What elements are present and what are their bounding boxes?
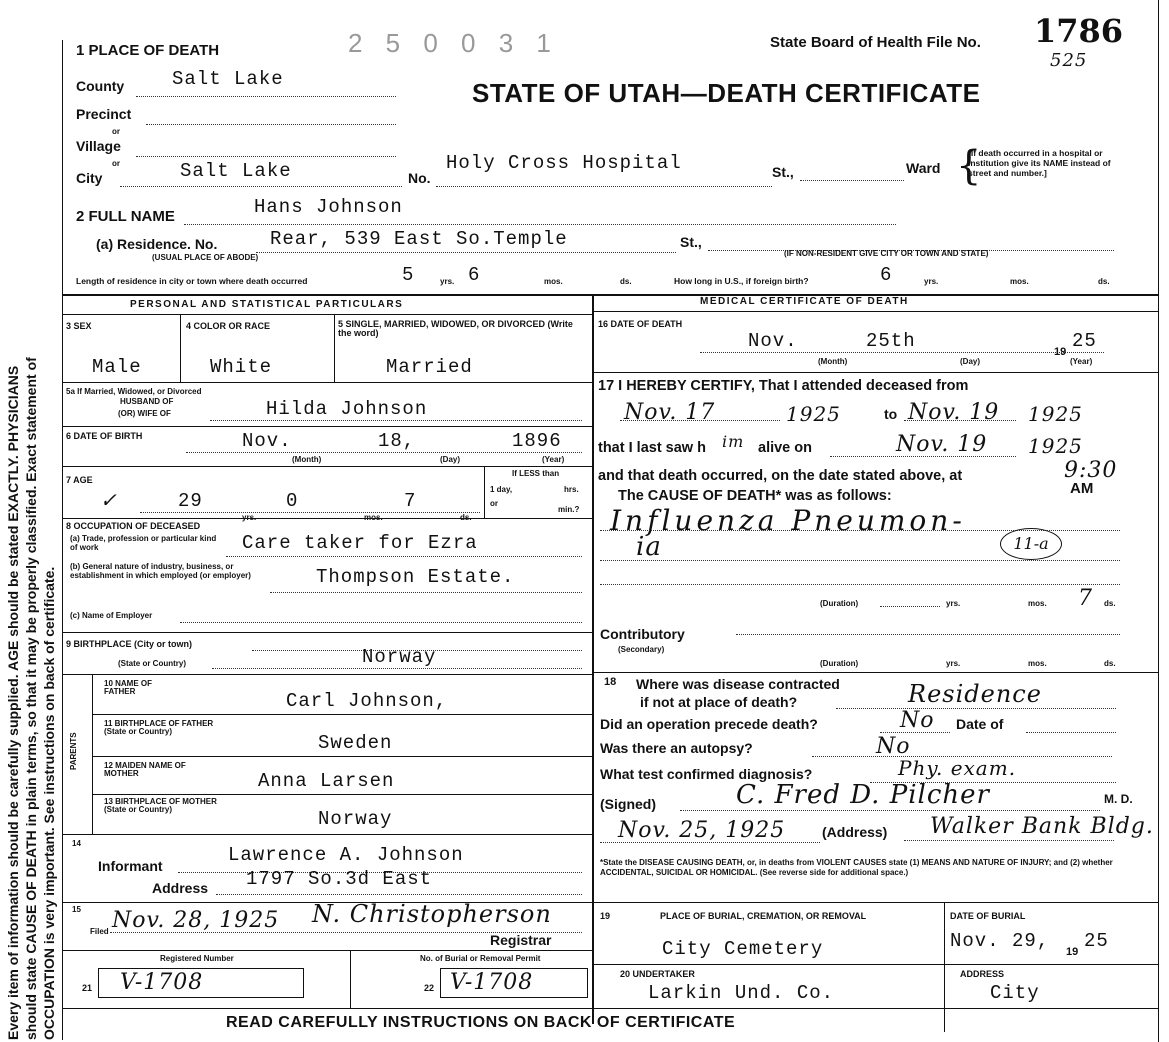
attended-from-year: 1925 [786,402,841,426]
street-label: St., [772,164,794,180]
cause-line-2: ia [636,532,662,562]
dob-day-sub: (Day) [440,455,461,464]
undertaker-address-label: ADDRESS [960,969,1005,979]
birthplace-value: Norway [362,646,437,668]
cause-footnote: *State the DISEASE CAUSING DEATH, or, in deaths from VIOLENT CAUSES state (1) MEANS AND NATURE OF INJURY; and (2) whether ACCIDENTAL, SUICIDAL OR HOMICIDAL. (See reverse side for additional space.) [600,858,1113,877]
board-file-label: State Board of Health File No. [770,34,981,51]
occupation-a-label: (a) Trade, profession or particular kind of work [70,534,217,552]
death-month-sub: (Month) [818,357,848,366]
marital-value: Married [386,356,473,378]
permit-value: V-1708 [450,970,534,995]
undertaker-label: 20 UNDERTAKER [620,969,695,979]
dob-day: 18, [378,430,416,452]
spouse-label-3: (OR) WIFE OF [118,409,171,418]
us-yrs: 6 [880,264,893,286]
occurred-text: and that death occurred, on the date stated above, at [598,468,963,484]
item-22-number: 22 [424,983,435,993]
side-instructions [4,0,58,1040]
one-day-label: 1 day, [490,485,513,494]
father-value: Carl Johnson, [286,690,448,712]
city-value: Salt Lake [180,160,292,182]
footer-instructions: READ CAREFULLY INSTRUCTIONS ON BACK OF CERTIFICATE [226,1014,736,1031]
test-label: What test confirmed diagnosis? [600,766,813,782]
permit-label: No. of Burial or Removal Permit [420,954,541,963]
sex-label: 3 SEX [66,321,92,331]
md-label: M. D. [1104,792,1133,806]
city-label: City [76,170,103,186]
ward-note: [If death occurred in a hospital or institution give its NAME instead of street and number.] [968,148,1111,178]
cause-label: The CAUSE OF DEATH* was as follows: [618,488,892,504]
filed-label: Filed [90,927,109,936]
village-label: Village [76,138,121,154]
contrib-ds-label: ds. [1104,659,1116,668]
length-ds-label: ds. [620,277,632,286]
contracted-value: Residence [908,680,1042,708]
operation-value: No [900,708,935,733]
full-name-label: 2 FULL NAME [76,208,175,225]
side-line-2: should state CAUSE OF DEATH in plain terms, so that it may be properly classified. Exact statement of [23,357,39,1040]
informant-address-label: Address [152,880,209,896]
age-years: 29 [178,490,203,512]
last-saw-him: im [722,432,745,451]
personal-heading: PERSONAL AND STATISTICAL PARTICULARS [130,299,404,310]
death-day-sub: (Day) [960,357,981,366]
color-value: White [210,356,273,378]
birthplace-label: 9 BIRTHPLACE (City or town) [66,639,192,649]
nonresident-note: (IF NON-RESIDENT GIVE CITY OR TOWN AND STATE) [784,249,989,258]
length-yrs-label: yrs. [440,277,455,286]
min-label: min.? [558,505,580,514]
hrs-label: hrs. [564,485,579,494]
spouse-label-1: 5a If Married, Widowed, or Divorced [66,387,202,396]
death-year: 25 [1072,330,1097,352]
mother-birthplace-label: 13 BIRTHPLACE OF MOTHER (State or Country) [104,797,217,814]
informant-address-value: 1797 So.3d East [246,868,433,890]
duration-label: (Duration) [820,599,859,608]
age-ds-label: ds. [460,513,472,522]
age-label: 7 AGE [66,475,93,485]
marital-label: 5 SINGLE, MARRIED, WIDOWED, OR DIVORCED (Write the word) [338,319,573,338]
length-mos: 6 [468,264,481,286]
contrib-yrs-label: yrs. [946,659,961,668]
attended-from: Nov. 17 [624,400,716,425]
burial-place: City Cemetery [662,938,824,960]
contracted-label-1: Where was disease contracted [636,676,840,692]
dob-month: Nov. [242,430,292,452]
birthplace-sub: (State or Country) [118,659,186,668]
undertaker-address: City [990,982,1040,1004]
length-label: Length of residence in city or town where death occurred [76,276,308,286]
cause-duration: 7 [1078,586,1093,611]
sex-value: Male [92,356,142,378]
date-of-death-label: 16 DATE OF DEATH [598,319,683,329]
mother-birthplace-value: Norway [318,808,393,830]
duration-mos-label: mos. [1028,599,1047,608]
attended-to: Nov. 19 [908,400,1000,425]
dob-month-sub: (Month) [292,455,322,464]
us-yrs-label: yrs. [924,277,939,286]
autopsy-label: Was there an autopsy? [600,740,753,756]
attended-to-year: 1925 [1028,402,1083,426]
death-month: Nov. [748,330,798,352]
dob-label: 6 DATE OF BIRTH [66,431,143,441]
precinct-label: Precinct [76,106,132,122]
length-yrs: 5 [402,264,415,286]
age-yrs-label: yrs. [242,513,257,522]
alive-on-label: alive on [758,440,812,456]
residence-value: Rear, 539 East So.Temple [270,228,568,250]
or-label: or [112,127,120,136]
age-check: ✓ [100,488,118,512]
less-than-label: If LESS than [512,469,560,478]
contracted-label-2: if not at place of death? [640,694,798,710]
physician-signature: C. Fred D. Pilcher [736,780,990,810]
item-21-number: 21 [82,983,93,993]
burial-date: Nov. 29, [950,930,1050,952]
place-of-death-label: 1 PLACE OF DEATH [76,42,220,59]
attended-to-label: to [884,406,898,422]
registrar-signature: N. Christopherson [312,900,552,928]
ward-bracket: { [956,143,982,189]
duration-ds-label: ds. [1104,599,1116,608]
father-birthplace-label: 11 BIRTHPLACE OF FATHER (State or Country) [104,719,214,736]
left-border [62,40,63,1040]
item-18-number: 18 [604,676,617,688]
occupation-c-label: (c) Name of Employer [70,611,153,620]
informant-value: Lawrence A. Johnson [228,844,464,866]
sign-address: Walker Bank Bldg. [930,814,1154,839]
spouse-label-2: HUSBAND OF [120,397,174,406]
side-line-3: OCCUPATION is very important. See instructions on back of certificate. [41,566,57,1040]
registrar-label: Registrar [490,932,552,948]
burial-label: PLACE OF BURIAL, CREMATION, OR REMOVAL [660,911,867,921]
burial-date-label: DATE OF BURIAL [950,911,1026,921]
date-of-label: Date of [956,716,1004,732]
signed-date: Nov. 25, 1925 [618,818,786,843]
secondary-label: (Secondary) [618,645,665,654]
spouse-value: Hilda Johnson [266,398,428,420]
father-birthplace-value: Sweden [318,732,393,754]
filed-date: Nov. 28, 1925 [112,908,280,933]
reg-number-value: V-1708 [120,970,204,995]
father-label: 10 NAME OF FATHER [104,679,153,696]
stamp-number: 2 5 0 0 3 1 [348,28,559,58]
county-value: Salt Lake [172,68,284,90]
item-14-number: 14 [72,839,81,848]
mother-value: Anna Larsen [258,770,395,792]
contributory-label: Contributory [600,626,685,642]
medical-heading: MEDICAL CERTIFICATE OF DEATH [700,296,909,307]
duration-yrs-label: yrs. [946,599,961,608]
occupation-value-1: Care taker for Ezra [242,532,478,554]
contrib-duration-label: (Duration) [820,659,859,668]
cause-line-1: Influenza Pneumon- [610,504,966,537]
right-border [1158,0,1159,1042]
informant-label: Informant [98,858,163,874]
ward-label: Ward [906,160,941,176]
last-saw-year: 1925 [1028,434,1083,458]
burial-year: 25 [1084,930,1109,952]
reg-number-label: Registered Number [160,954,234,963]
parents-side-label: PARENTS [69,732,78,770]
burial-year-prefix: 19 [1066,946,1079,958]
or-label-2: or [112,159,120,168]
full-name-value: Hans Johnson [254,196,403,218]
file-number-sub: 525 [1050,50,1088,71]
certify-text: 17 I HEREBY CERTIFY, That I attended deceased from [598,378,969,394]
dob-year: 1896 [512,430,562,452]
us-label: How long in U.S., if foreign birth? [674,276,809,286]
item-19-number: 19 [600,911,611,921]
column-divider [592,294,594,1024]
color-label: 4 COLOR OR RACE [186,321,271,331]
dob-year-sub: (Year) [542,455,565,464]
county-label: County [76,78,125,94]
undertaker-value: Larkin Und. Co. [648,982,835,1004]
occupation-label: 8 OCCUPATION OF DECEASED [66,521,201,531]
death-day: 25th [866,330,916,352]
mother-label: 12 MAIDEN NAME OF MOTHER [104,761,186,778]
occupation-value-2: Thompson Estate. [316,566,515,588]
us-mos-label: mos. [1010,277,1029,286]
residence-st-label: St., [680,234,702,250]
age-months: 0 [286,490,299,512]
file-number: 1786 [1034,12,1124,50]
age-mos-label: mos. [364,513,383,522]
last-saw-text: that I last saw h [598,440,706,456]
test-value: Phy. exam. [898,756,1017,780]
street-no-value: Holy Cross Hospital [446,152,682,174]
residence-sub: (USUAL PLACE OF ABODE) [152,253,259,262]
last-saw-date: Nov. 19 [896,432,988,457]
street-no-label: No. [408,170,431,186]
autopsy-value: No [876,734,911,759]
death-time-ampm: AM [1070,480,1094,497]
residence-label: (a) Residence. No. [96,236,218,252]
cause-code: 11-a [1000,528,1062,560]
age-days: 7 [404,490,417,512]
length-mos-label: mos. [544,277,563,286]
death-time: 9:30 [1064,458,1118,483]
signed-label: (Signed) [600,796,656,812]
death-year-sub: (Year) [1070,357,1093,366]
certificate-title: STATE OF UTAH—DEATH CERTIFICATE [472,78,981,108]
occupation-b-label: (b) General nature of industry, business, or establishment in which employed (or employer) [70,562,251,580]
side-line-1: Every item of information should be carefully supplied. AGE should be stated EXACTLY. PHYSICIANS [5,365,21,1040]
operation-label: Did an operation precede death? [600,716,818,732]
death-year-prefix: 19 [1054,346,1067,358]
us-ds-label: ds. [1098,277,1110,286]
item-15-number: 15 [72,905,81,914]
sign-address-label: (Address) [822,824,888,840]
or-age-label: or [490,499,498,508]
contrib-mos-label: mos. [1028,659,1047,668]
